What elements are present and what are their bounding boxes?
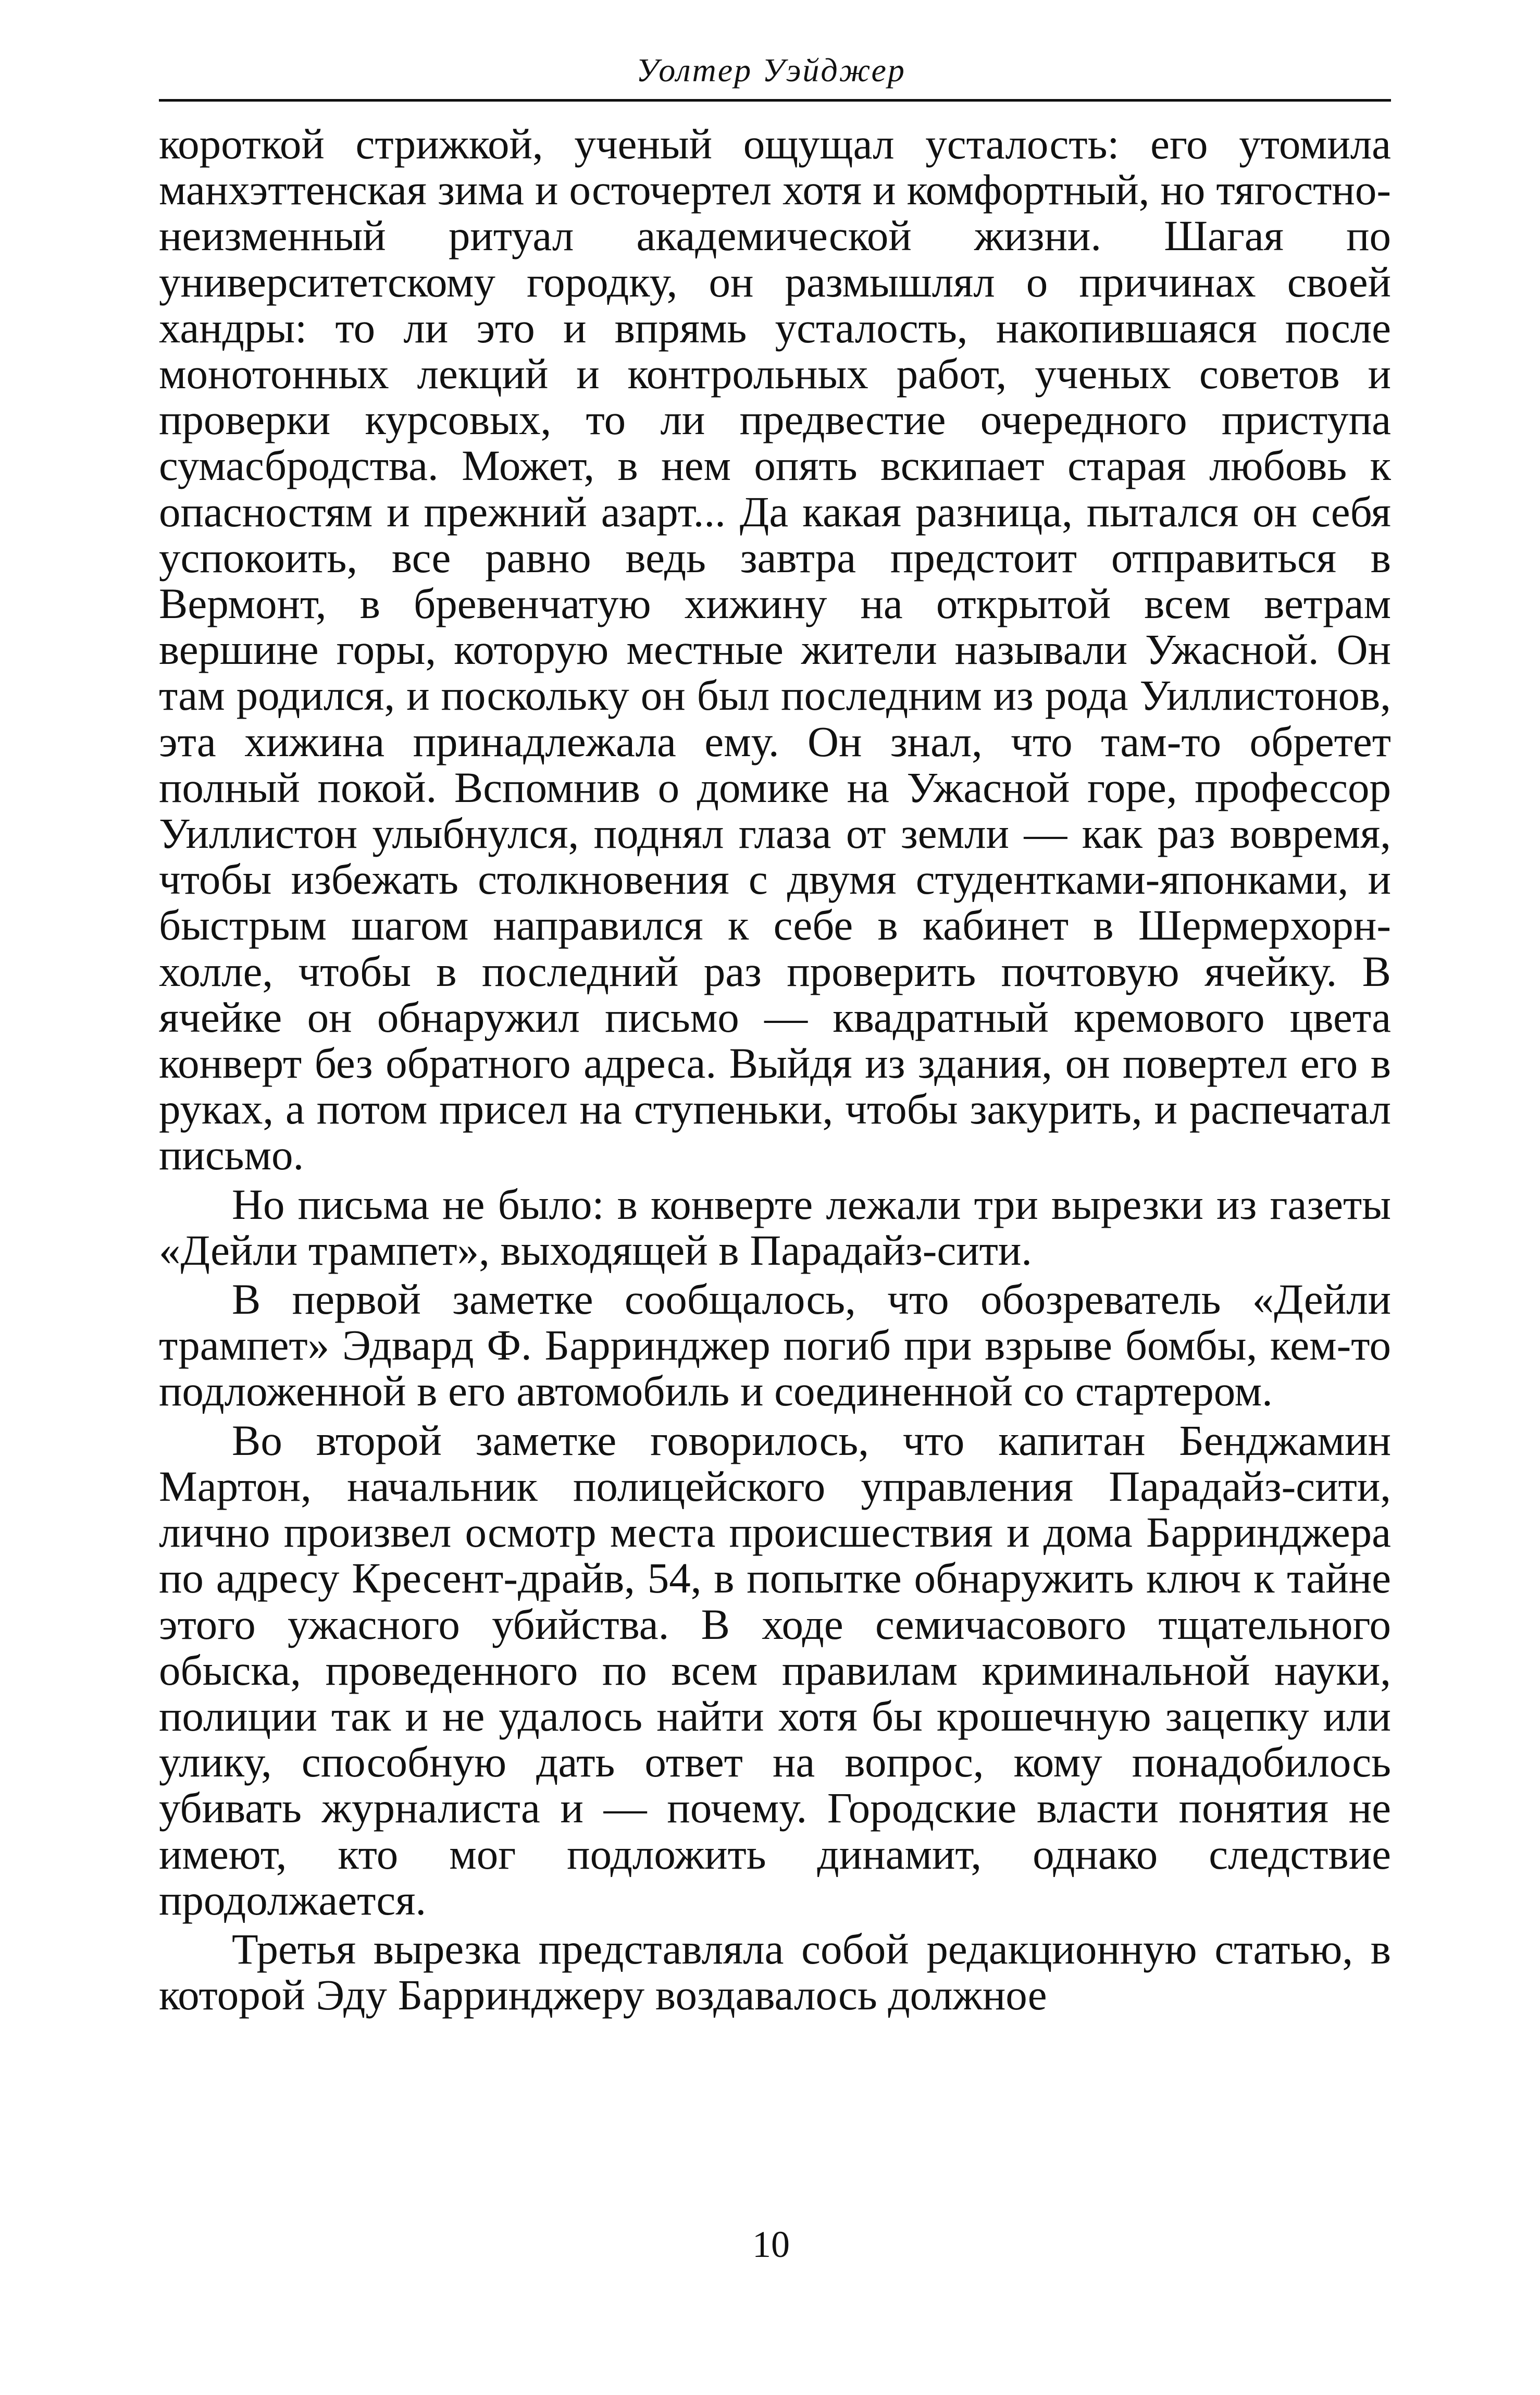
- header-rule: [159, 99, 1391, 102]
- body-text: [159, 121, 1391, 2018]
- paragraph-4: Во второй заметке говорилось, что капитан Бенджамин Мартон, начальник полицейского управления Парадайз-сити, лично произвел осмотр места происшествия и дома Барринджера по адресу Кресент-драйв, 54, в попытке обнаружить ключ к тайне этого ужасного убийства. В ходе семичасового тщательного обыска, проведенного по всем правилам криминальной науки, полиции так и не удалось найти хотя бы крошечную зацепку или улику, способную дать ответ на вопрос, кому понадобилось убивать журналиста и — почему. Городские власти понятия не имеют, кто мог подложить динамит, однако следствие продолжается.: [159, 1416, 1391, 1924]
- page-number: 10: [752, 2224, 790, 2265]
- paragraph-5: Третья вырезка представляла собой редакционную статью, в которой Эду Барринджеру воздавалось должное: [159, 1924, 1391, 2019]
- paragraph-3: В первой заметке сообщалось, что обозреватель «Дейли трампет» Эдвард Ф. Барринджер погиб при взрыве бомбы, кем-то подложенной в его автомобиль и соединенной со стартером.: [159, 1275, 1391, 1415]
- paragraph-1: короткой стрижкой, ученый ощущал усталость: его утомила манхэттенская зима и осточертел хотя и комфортный, но тягостно-неизменный ритуал академической жизни. Шагая по университетскому городку, он размышлял о причинах своей хандры: то ли это и впрямь усталость, накопившаяся после монотонных лекций и контрольных работ, ученых советов и проверки курсовых, то ли предвестие очередного приступа сумасбродства. Может, в нем опять вскипает старая любовь к опасностям и прежний азарт... Да какая разница, пытался он себя успокоить, все равно ведь завтра предстоит отправиться в Вермонт, в бревенчатую хижину на открытой всем ветрам вершине горы, которую местные жители называли Ужасной. Он там родился, и поскольку он был последним из рода Уиллистонов, эта хижина принадлежала ему. Он знал, что там-то обретет полный покой. Вспомнив о домике на Ужасной горе, профессор Уиллистон улыбнулся, поднял глаза от земли — как раз вовремя, чтобы избежать столкновения с двумя студентками-японками, и быстрым шагом направился к себе в кабинет в Шермерхорн-холле, чтобы в последний раз проверить почтовую ячейку. В ячейке он обнаружил письмо — квадратный кремового цвета конверт без обратного адреса. Выйдя из здания, он повертел его в руках, а потом присел на ступеньки, чтобы закурить, и распечатал письмо.: [159, 120, 1391, 1179]
- paragraph-2: Но письма не было: в конверте лежали три вырезки из газеты «Дейли трампет», выходящей в Парадайз-сити.: [159, 1180, 1391, 1274]
- running-title: Уолтер Уэйджер: [636, 52, 906, 89]
